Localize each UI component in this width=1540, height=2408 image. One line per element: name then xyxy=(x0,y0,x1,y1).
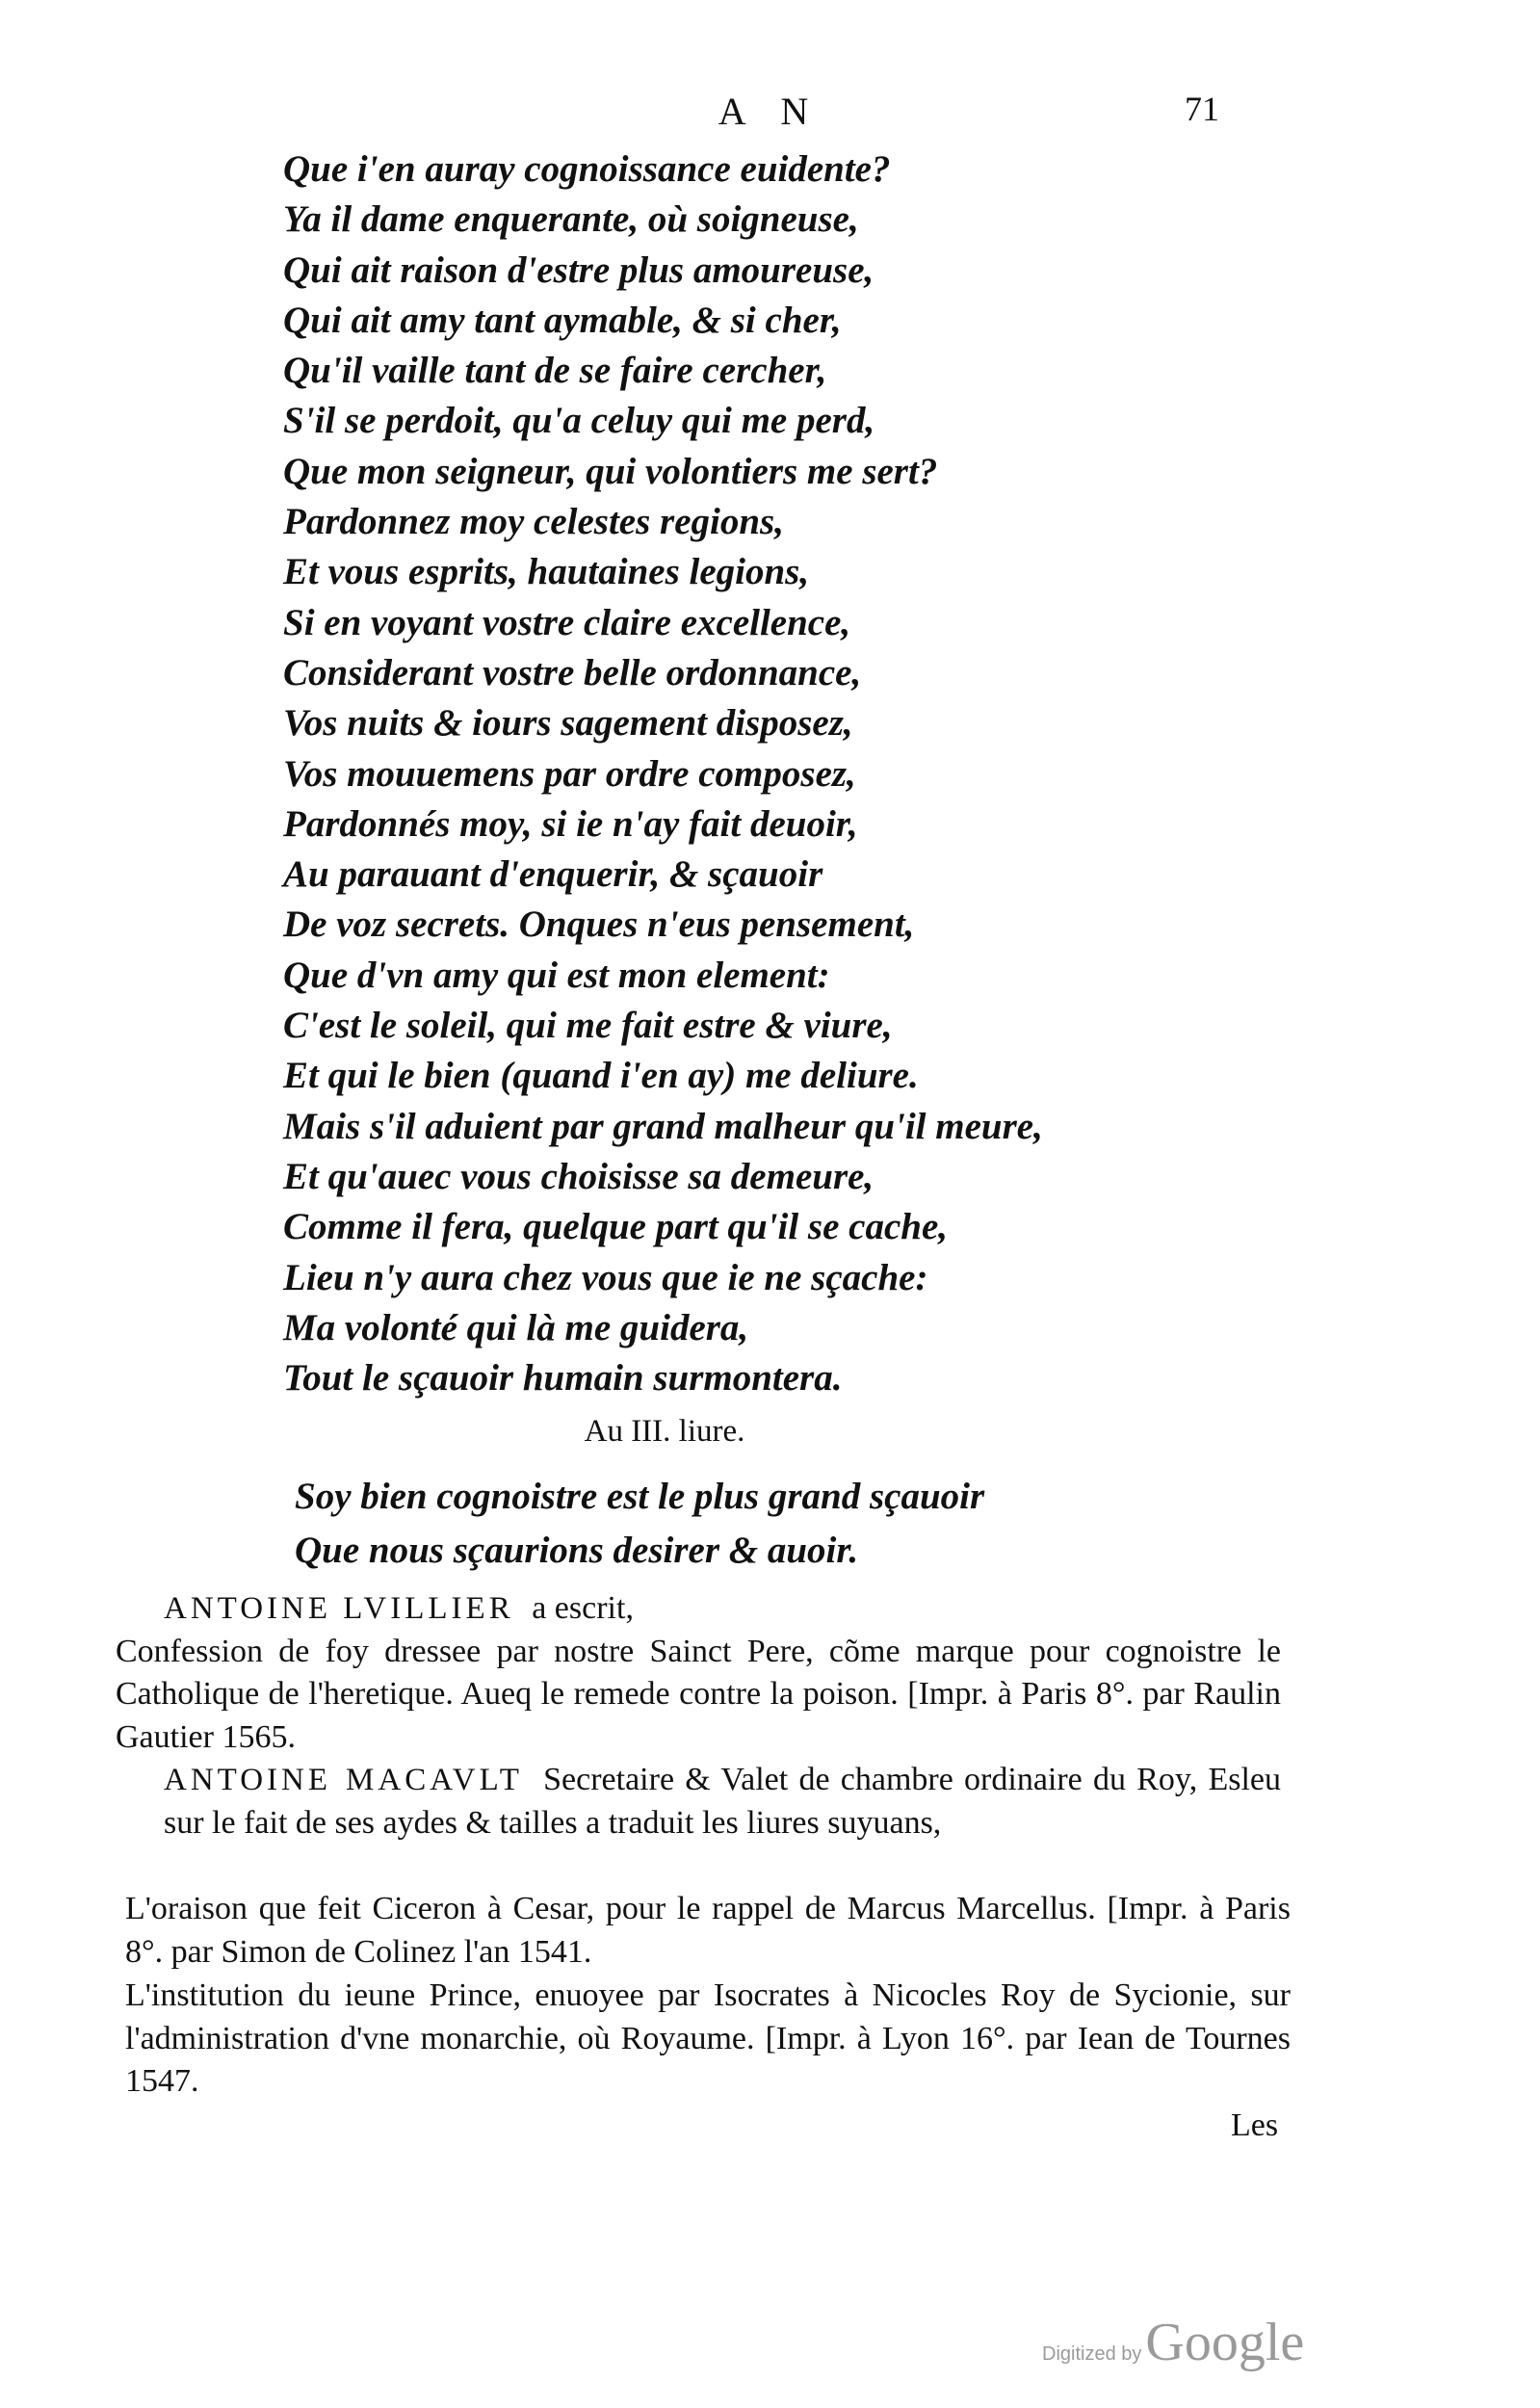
verse-line: Que i'en auray cognoissance euidente? xyxy=(283,148,891,190)
book-heading: Au III. liure. xyxy=(584,1414,745,1449)
entry-heading xyxy=(116,1759,1281,1845)
verse-line: Que d'vn amy qui est mon element: xyxy=(283,954,830,996)
author-name: ANTOINE MACAVLT xyxy=(164,1763,523,1797)
verse-line: Considerant vostre belle ordonnance, xyxy=(283,651,862,694)
verse-line: Ya il dame enquerante, où soigneuse, xyxy=(283,198,859,241)
work-item: L'institution du ieune Prince, enuoyee par Isocrates à Nicocles Roy de Sycionie, sur l'administration d'vne monarchie, où Royaume. [Impr. à Lyon 16°. par Iean de Tournes 1547. xyxy=(125,1977,1291,2099)
verse-line: Tout le sçauoir humain surmontera. xyxy=(283,1357,843,1400)
verse-line: Si en voyant vostre claire excellence, xyxy=(283,601,851,643)
verse-line: Soy bien cognoistre est le plus grand sçauoir xyxy=(295,1476,985,1517)
author-name: ANTOINE LVILLIER xyxy=(164,1591,514,1626)
verse-line: Pardonnés moy, si ie n'ay fait deuoir, xyxy=(283,802,858,845)
verse-line: Vos nuits & iours sagement disposez, xyxy=(283,702,853,745)
watermark-brand: Google xyxy=(1145,2313,1305,2372)
catchword: Les xyxy=(1231,2107,1279,2143)
verse-line: Et qui le bien (quand i'en ay) me deliure. xyxy=(283,1055,919,1097)
verse-line: Que mon seigneur, qui volontiers me sert? xyxy=(283,450,938,492)
verse-line: De voz secrets. Onques n'eus pensement, xyxy=(283,903,915,946)
running-head: A N xyxy=(718,90,822,133)
work-item: L'oraison que feit Ciceron à Cesar, pour le rappel de Marcus Marcellus. [Impr. à Paris 8°. par Simon de Colinez l'an 1541. xyxy=(125,1891,1291,1970)
verse-line: Que nous sçaurions desirer & auoir. xyxy=(295,1530,859,1571)
entry-text: Confession de foy dressee par nostre Sainct Pere, cõme marque pour cognoistre le Catholique de l'heretique. Aueq le remede contre la poison. [Impr. à Paris 8°. par Raulin Gautier 1565. xyxy=(116,1633,1281,1755)
entry-heading xyxy=(116,1587,1281,1631)
verse-line: Pardonnez moy celestes regions, xyxy=(283,501,784,543)
verse-line: Mais s'il aduient par grand malheur qu'il meure, xyxy=(283,1105,1043,1147)
verse-line: Lieu n'y aura chez vous que ie ne sçache: xyxy=(283,1256,928,1298)
verse-line: Et vous esprits, hautaines legions, xyxy=(283,551,810,593)
verse-line: Comme il fera, quelque part qu'il se cache, xyxy=(283,1206,949,1248)
verse-line: Qui ait raison d'estre plus amoureuse, xyxy=(283,249,874,291)
verse-line: Ma volonté qui là me guidera, xyxy=(283,1306,749,1348)
verse-line: Vos mouuemens par ordre composez, xyxy=(283,752,856,795)
entry-intro: Secretaire & Valet de chambre ordinaire du Roy, Esleu sur le fait de ses aydes & tailles a traduit les liures suyuans, xyxy=(164,1762,1281,1841)
verse-line: Qu'il vaille tant de se faire cercher, xyxy=(283,350,827,392)
watermark-prefix: Digitized by xyxy=(1042,2343,1142,2365)
verse-line: Qui ait amy tant aymable, & si cher, xyxy=(283,299,842,341)
verse-line: S'il se perdoit, qu'a celuy qui me perd, xyxy=(283,400,875,442)
bibliography-entry-lvillier xyxy=(116,1587,1281,1759)
poem-block xyxy=(283,144,1150,1403)
verse-line: C'est le soleil, qui me fait estre & viure, xyxy=(283,1005,893,1047)
second-poem-block xyxy=(295,1470,1162,1578)
entry-intro: a escrit, xyxy=(523,1590,634,1626)
bibliography-entry-macault xyxy=(116,1759,1281,1845)
verse-line: Au parauant d'enquerir, & sçauoir xyxy=(283,853,823,896)
verse-line: Et qu'auec vous choisisse sa demeure, xyxy=(283,1155,874,1197)
page-number: 71 xyxy=(1185,90,1219,128)
digitized-watermark xyxy=(1042,2312,1304,2373)
